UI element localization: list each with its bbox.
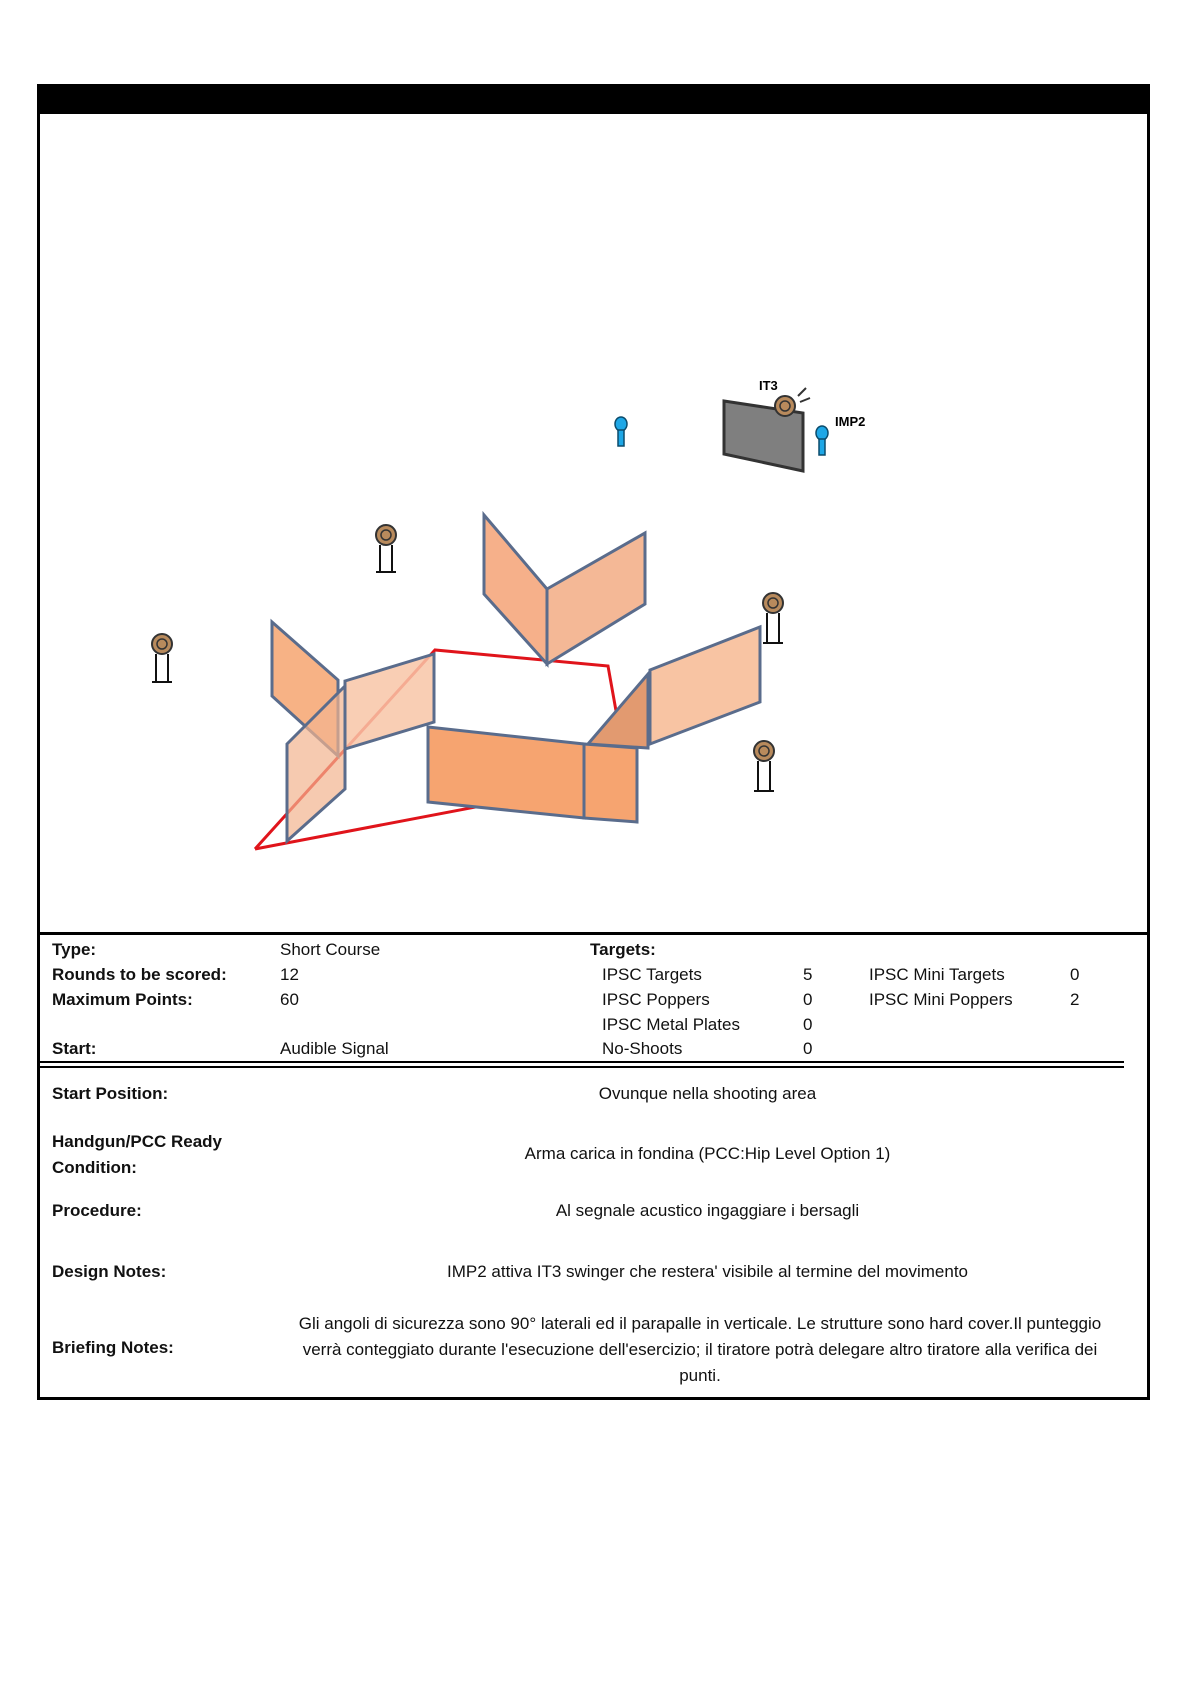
ipsc-target-2 xyxy=(376,525,396,572)
target-count-ipsc-targets: 5 xyxy=(803,965,813,984)
wall-back-right xyxy=(547,533,645,664)
stage-diagram xyxy=(40,114,1147,932)
ipsc-target-1 xyxy=(152,634,172,682)
target-label-metal-plates: IPSC Metal Plates xyxy=(602,1015,740,1034)
target-label-mini-poppers: IPSC Mini Poppers xyxy=(869,990,1013,1009)
rounds-label: Rounds to be scored: xyxy=(52,965,227,984)
divider-summary-bottom xyxy=(40,1066,1124,1068)
design-notes-label: Design Notes: xyxy=(52,1262,167,1281)
divider-summary-top xyxy=(40,1061,1124,1063)
start-label: Start: xyxy=(52,1039,97,1058)
header-bar xyxy=(40,87,1147,114)
targets-label: Targets: xyxy=(590,940,656,959)
target-label-no-shoots: No-Shoots xyxy=(602,1039,683,1058)
target-count-mini-poppers: 2 xyxy=(1070,990,1080,1009)
max-points-value: 60 xyxy=(280,990,299,1009)
target-count-mini-targets: 0 xyxy=(1070,965,1080,984)
design-notes-value: IMP2 attiva IT3 swinger che restera' visibile al termine del movimento xyxy=(446,1262,968,1281)
wall-left-long xyxy=(345,654,434,749)
target-label-ipsc-targets: IPSC Targets xyxy=(602,965,702,984)
target-count-ipsc-poppers: 0 xyxy=(803,990,813,1009)
target-count-metal-plates: 0 xyxy=(803,1015,813,1034)
briefing-notes-value: Gli angoli di sicurezza sono 90° laterali ed il parapalle in verticale. Le strutture sono hard cover.Il punteggio verrà conteggiato durante l'esecuzione dell'esercizio; il tiratore potrà delegare altro tiratore alla verifica dei punti. xyxy=(298,1314,1102,1385)
imp2-label: IMP2 xyxy=(835,414,866,429)
rounds-value: 12 xyxy=(280,965,299,984)
wall-right-long xyxy=(650,627,760,744)
max-points-label: Maximum Points: xyxy=(52,990,193,1009)
wall-front-center xyxy=(428,727,584,818)
divider-diagram xyxy=(40,932,1147,935)
target-label-ipsc-poppers: IPSC Poppers xyxy=(602,990,710,1009)
procedure-label: Procedure: xyxy=(52,1201,142,1220)
stage-sheet xyxy=(37,84,1150,1400)
start-position-label: Start Position: xyxy=(52,1084,169,1103)
type-label: Type: xyxy=(52,940,97,959)
ipsc-target-3 xyxy=(763,593,783,643)
ready-condition-label: Handgun/PCC Ready Condition: xyxy=(52,1132,223,1177)
mini-popper-imp2 xyxy=(816,426,828,455)
stage-drawing xyxy=(40,114,1147,932)
it3-swinger-target xyxy=(775,388,810,416)
ready-condition-value: Arma carica in fondina (PCC:Hip Level Option 1) xyxy=(524,1144,891,1163)
it3-label: IT3 xyxy=(759,378,778,393)
target-label-mini-targets: IPSC Mini Targets xyxy=(869,965,1005,984)
type-value: Short Course xyxy=(280,940,381,959)
start-position-value: Ovunque nella shooting area xyxy=(598,1084,817,1103)
procedure-value: Al segnale acustico ingaggiare i bersagli xyxy=(555,1201,860,1220)
start-value: Audible Signal xyxy=(280,1039,389,1058)
target-count-no-shoots: 0 xyxy=(803,1039,813,1058)
mini-popper-1 xyxy=(615,417,627,446)
ipsc-target-4 xyxy=(754,741,774,791)
wall-front-right xyxy=(584,744,637,822)
briefing-notes-label: Briefing Notes: xyxy=(52,1338,174,1357)
wall-right-diagonal xyxy=(588,674,648,748)
wall-back-left xyxy=(484,515,547,664)
